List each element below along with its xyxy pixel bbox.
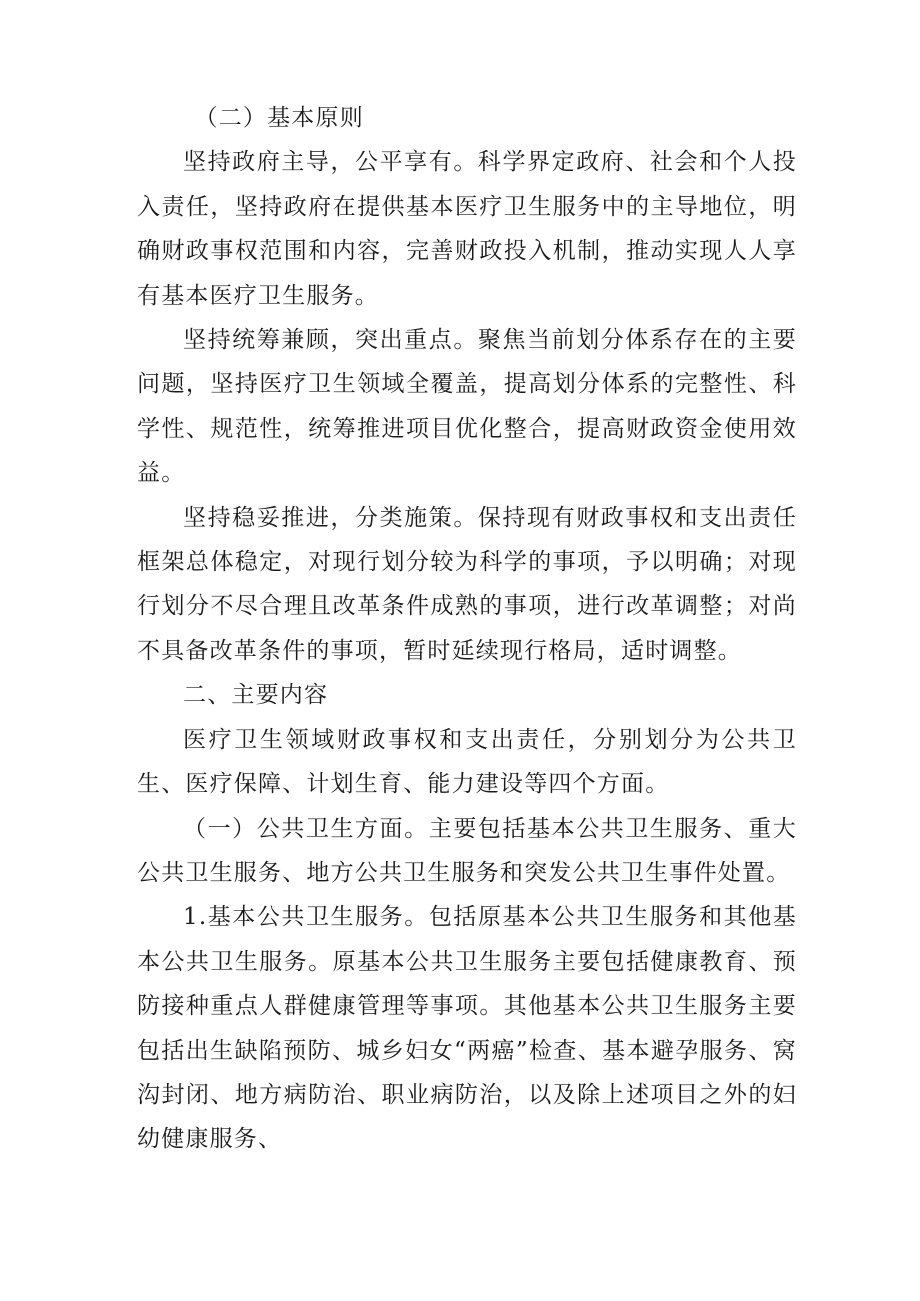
paragraph-government-led: 坚持政府主导，公平享有。科学界定政府、社会和个人投入责任，坚持政府在提供基本医疗卫生服务中的主导地位，明确财政事权范围和内容，完善财政投入机制，推动实现人人享有基本医疗卫生服务。 [137,149,797,309]
paragraph-public-health-aspect: （一）公共卫生方面。主要包括基本公共卫生服务、重大公共卫生服务、地方公共卫生服务和突发公共卫生事件处置。 [137,815,797,886]
section-heading-basic-principles: （二）基本原则 [194,105,364,131]
paragraph-overall-planning: 坚持统筹兼顾，突出重点。聚焦当前划分体系存在的主要问题，坚持医疗卫生领域全覆盖，提高划分体系的完整性、科学性、规范性，统筹推进项目优化整合，提高财政资金使用效益。 [137,327,797,487]
section-heading-main-content: 二、主要内容 [183,682,329,709]
document-body [137,96,797,1162]
paragraph-basic-public-health-services: 1.基本公共卫生服务。包括原基本公共卫生服务和其他基本公共卫生服务。原基本公共卫生服务主要包括健康教育、预防接种重点人群健康管理等事项。其他基本公共卫生服务主要包括出生缺陷预防、城乡妇女“两癌”检查、基本避孕服务、窝沟封闭、地方病防治、职业病防治，以及除上述项目之外的妇幼健康服务、 [137,904,797,1153]
paragraph-division-overview: 医疗卫生领域财政事权和支出责任，分别划分为公共卫生、医疗保障、计划生育、能力建设等四个方面。 [137,726,797,798]
paragraph-steady-progress: 坚持稳妥推进，分类施策。保持现有财政事权和支出责任框架总体稳定，对现行划分较为科学的事项，予以明确；对现行划分不尽合理且改革条件成熟的事项，进行改革调整；对尚不具备改革条件的事项，暂时延续现行格局，适时调整。 [137,504,797,664]
